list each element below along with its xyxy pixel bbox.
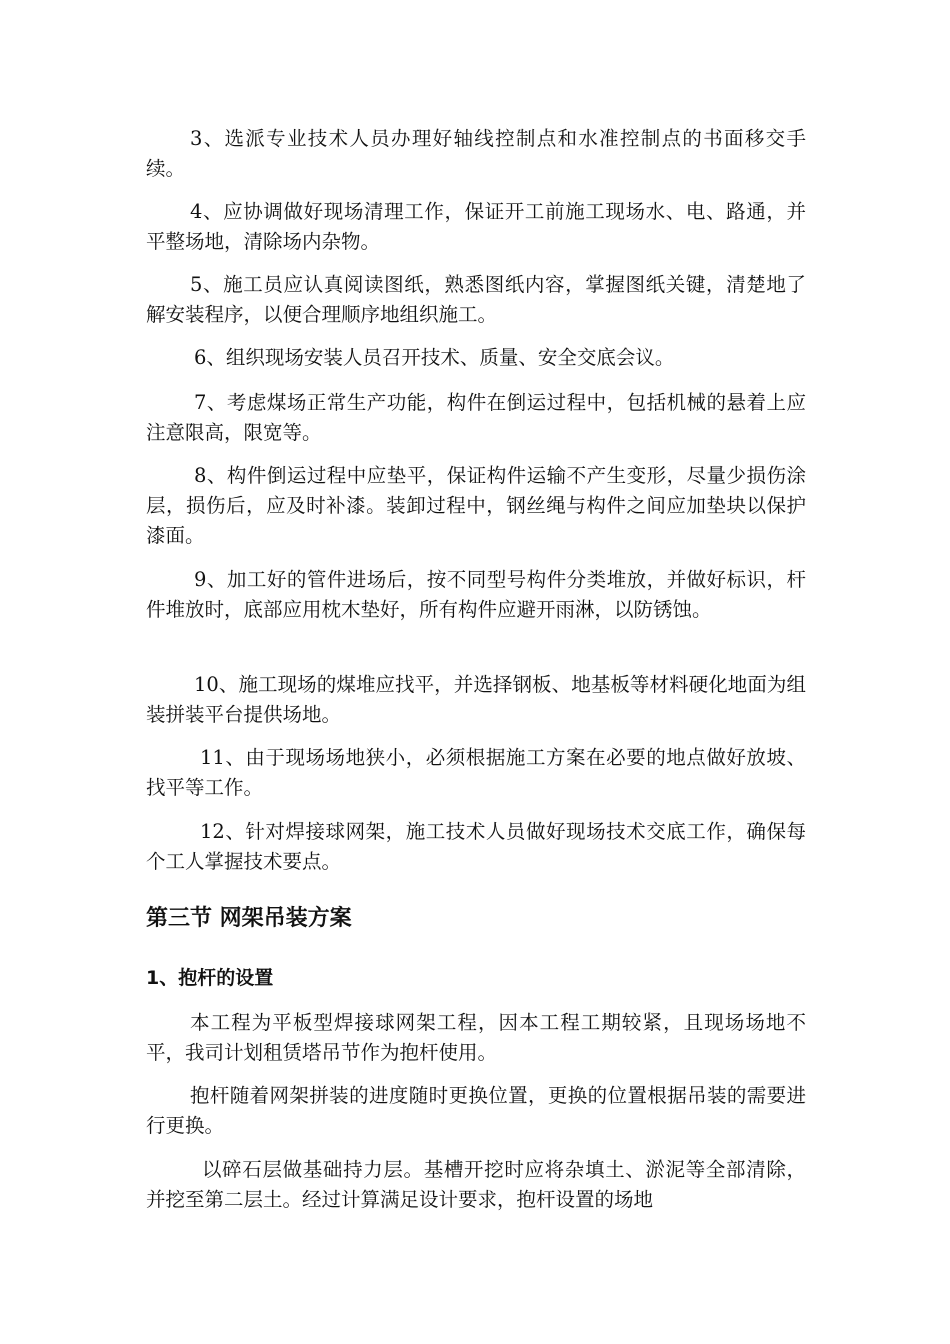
list-item-10: 10、施工现场的煤堆应找平，并选择钢板、地基板等材料硬化地面为组装拼装平台提供场地。	[146, 673, 806, 726]
paragraph-1: 本工程为平板型焊接球网架工程，因本工程工期较紧，且现场场地不平，我司计划租赁塔吊节作为抱杆使用。	[146, 1011, 806, 1064]
list-item-7: 7、考虑煤场正常生产功能，构件在倒运过程中，包括机械的悬着上应注意限高，限宽等。	[146, 391, 806, 444]
list-item-12: 12、针对焊接球网架，施工技术人员做好现场技术交底工作，确保每个工人掌握技术要点。	[146, 820, 806, 873]
paragraph-2: 抱杆随着网架拼装的进度随时更换位置，更换的位置根据吊装的需要进行更换。	[146, 1084, 806, 1137]
paragraph-3: 以碎石层做基础持力层。基槽开挖时应将杂填土、淤泥等全部清除，并挖至第二层土。经过计算满足设计要求，抱杆设置的场地	[146, 1158, 806, 1211]
subsection-title: 1、抱杆的设置	[146, 967, 274, 989]
list-item-4: 4、应协调做好现场清理工作，保证开工前施工现场水、电、路通，并平整场地，清除场内杂物。	[146, 200, 806, 253]
section-title: 第三节 网架吊装方案	[146, 906, 352, 931]
list-item-9: 9、加工好的管件进场后，按不同型号构件分类堆放，并做好标识，杆件堆放时，底部应用枕木垫好，所有构件应避开雨淋，以防锈蚀。	[146, 568, 806, 621]
list-item-8: 8、构件倒运过程中应垫平，保证构件运输不产生变形，尽量少损伤涂层，损伤后，应及时补漆。装卸过程中，钢丝绳与构件之间应加垫块以保护漆面。	[146, 464, 806, 547]
list-item-3: 3、选派专业技术人员办理好轴线控制点和水准控制点的书面移交手续。	[146, 127, 806, 180]
list-item-6: 6、组织现场安装人员召开技术、质量、安全交底会议。	[194, 346, 675, 369]
list-item-11: 11、由于现场场地狭小，必须根据施工方案在必要的地点做好放坡、找平等工作。	[146, 746, 806, 799]
list-item-5: 5、施工员应认真阅读图纸，熟悉图纸内容，掌握图纸关键，清楚地了解安装程序，以便合理顺序地组织施工。	[146, 273, 806, 326]
